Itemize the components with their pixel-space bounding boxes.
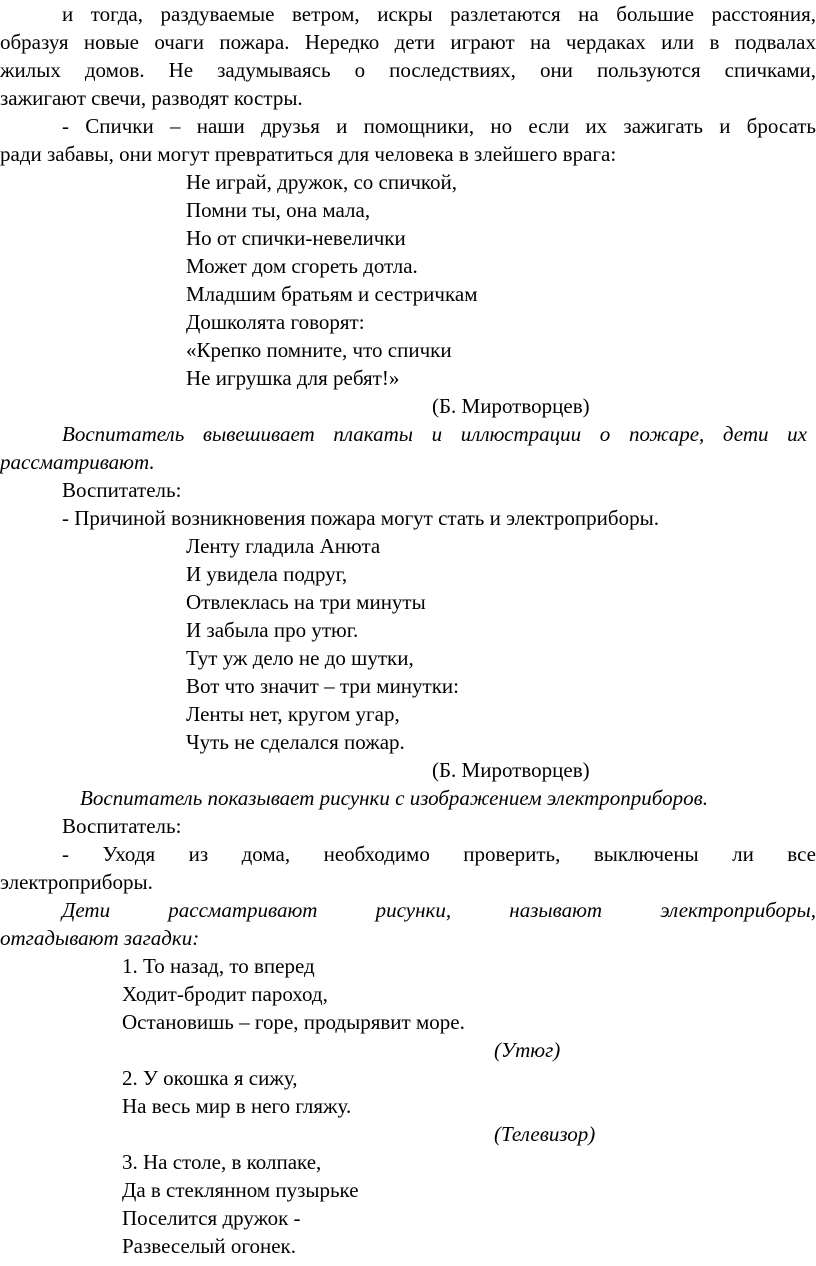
poem-line: «Крепко помните, что спички (186, 338, 452, 362)
speaker-label: Воспитатель: (62, 814, 182, 838)
poem-line: Тут уж дело не до шутки, (186, 646, 414, 670)
riddle-line: Ходит-бродит пароход, (122, 982, 328, 1006)
poem-line: Ленту гладила Анюта (186, 534, 381, 558)
poem-line: Помни ты, она мала, (186, 198, 371, 222)
speech-line: электроприборы. (0, 870, 153, 894)
poem-line: Может дом сгореть дотла. (186, 254, 418, 278)
paragraph-line: ради забавы, они могут превратиться для человека в злейшего врага: (0, 142, 617, 166)
poem-line: Не играй, дружок, со спичкой, (186, 170, 458, 194)
poem-line: Не игрушка для ребят!» (186, 366, 400, 390)
riddle-answer: (Утюг) (494, 1038, 561, 1062)
paragraph-line: образуя новые очаги пожара. Нередко дети играют на чердаках или в подвалах (0, 30, 816, 54)
poem-line: Младшим братьям и сестричкам (186, 282, 478, 306)
speech-line: - Причиной возникновения пожара могут стать и электроприборы. (62, 506, 659, 530)
poem-line: Отвлеклась на три минуты (186, 590, 426, 614)
poem-line: И забыла про утюг. (186, 618, 359, 642)
paragraph-line: и тогда, раздуваемые ветром, искры разлетаются на большие расстояния, (62, 2, 816, 26)
riddle-line: Поселится дружок - (122, 1206, 301, 1230)
paragraph-line: зажигают свечи, разводят костры. (0, 86, 303, 110)
riddle-line: 3. На столе, в колпаке, (122, 1150, 322, 1174)
riddle-line: Развеселый огонек. (122, 1234, 297, 1258)
poem-author: (Б. Миротворцев) (432, 758, 590, 782)
stage-direction: рассматривают. (0, 450, 155, 474)
paragraph-line: - Спички – наши друзья и помощники, но если их зажигать и бросать (62, 114, 816, 138)
stage-direction: Воспитатель показывает рисунки с изображением электроприборов. (80, 786, 708, 810)
riddle-line: 2. У окошка я сижу, (122, 1066, 298, 1090)
stage-direction: Воспитатель вывешивает плакаты и иллюстрации о пожаре, дети их (62, 422, 807, 446)
poem-line: Дошколята говорят: (186, 310, 365, 334)
riddle-line: Остановишь – горе, продырявит море. (122, 1010, 465, 1034)
poem-line: И увидела подруг, (186, 562, 348, 586)
stage-direction: отгадывают загадки: (0, 926, 200, 950)
paragraph-line: жилых домов. Не задумываясь о последствиях, они пользуются спичками, (0, 58, 816, 82)
speaker-label: Воспитатель: (62, 478, 182, 502)
speech-line: - Уходя из дома, необходимо проверить, выключены ли все (62, 842, 816, 866)
riddle-line: Да в стеклянном пузырьке (122, 1178, 359, 1202)
poem-line: Чуть не сделался пожар. (186, 730, 405, 754)
riddle-answer: (Телевизор) (494, 1122, 596, 1146)
riddle-line: 1. То назад, то вперед (122, 954, 315, 978)
poem-line: Но от спички-невелички (186, 226, 406, 250)
poem-author: (Б. Миротворцев) (432, 394, 590, 418)
poem-line: Вот что значит – три минутки: (186, 674, 459, 698)
poem-line: Ленты нет, кругом угар, (186, 702, 400, 726)
riddle-line: На весь мир в него гляжу. (122, 1094, 352, 1118)
stage-direction: Дети рассматривают рисунки, называют электроприборы, (62, 898, 816, 922)
